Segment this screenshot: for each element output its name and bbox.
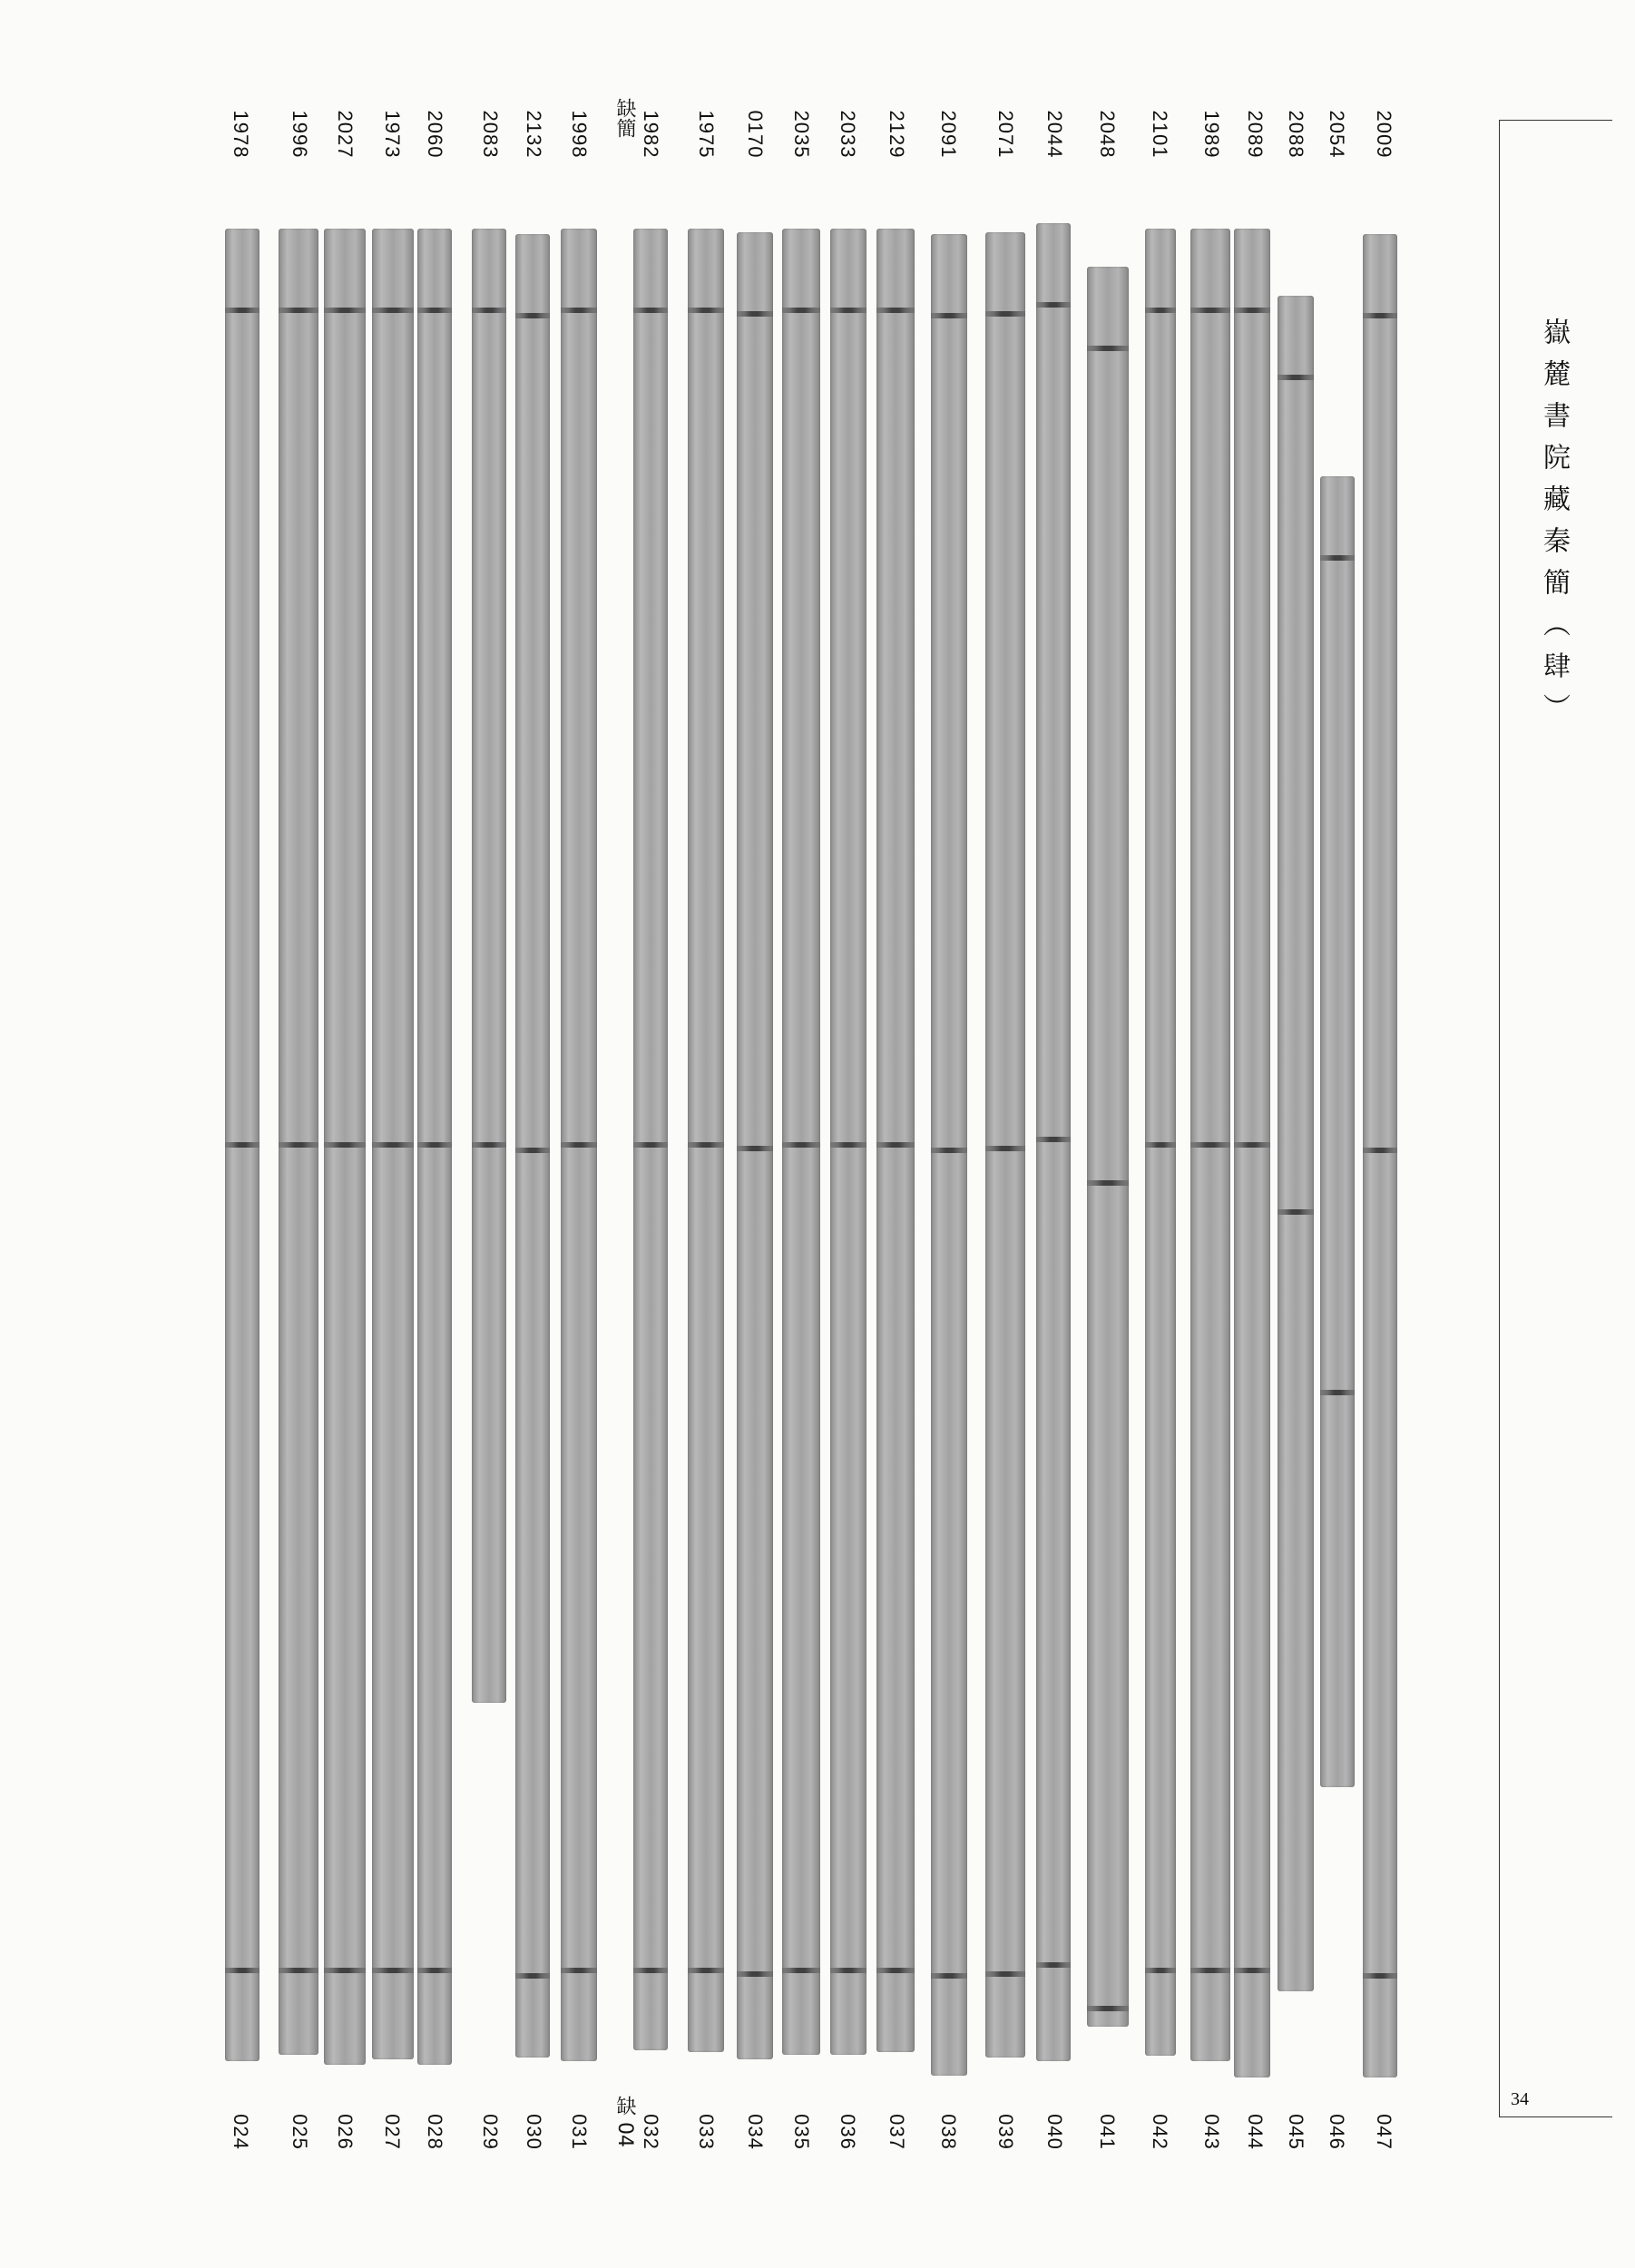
sequence-number: 缺 04 — [613, 2096, 636, 2147]
binding-cord-mark — [1145, 1142, 1176, 1148]
sequence-number: 025 — [289, 2114, 311, 2150]
sequence-number: 028 — [424, 2114, 446, 2150]
sequence-number: 034 — [744, 2114, 767, 2150]
binding-cord-mark — [633, 1142, 668, 1148]
binding-cord-mark — [1036, 302, 1071, 308]
binding-cord-mark — [515, 1973, 550, 1979]
binding-cord-mark — [279, 1142, 318, 1148]
museum-number: 1982 — [640, 110, 662, 159]
binding-cord-mark — [225, 308, 259, 313]
page-number: 34 — [1511, 2089, 1529, 2109]
binding-cord-mark — [876, 1142, 915, 1148]
binding-cord-mark — [1145, 1968, 1176, 1973]
museum-number: 缺簡 — [613, 98, 636, 138]
binding-cord-mark — [1363, 313, 1397, 318]
binding-cord-mark — [1234, 1142, 1270, 1148]
binding-cord-mark — [225, 1142, 259, 1148]
binding-cord-mark — [688, 1968, 724, 1973]
bamboo-slip — [931, 234, 967, 2076]
sequence-number: 033 — [695, 2114, 718, 2150]
binding-cord-mark — [1234, 308, 1270, 313]
museum-number: 2132 — [523, 110, 545, 159]
sequence-number: 032 — [640, 2114, 662, 2150]
sequence-number: 030 — [523, 2114, 545, 2150]
book-title: 嶽麓書院藏秦簡（肆） — [1538, 318, 1570, 735]
binding-cord-mark — [985, 1971, 1025, 1977]
bamboo-slip — [830, 229, 866, 2055]
binding-cord-mark — [830, 1142, 866, 1148]
bamboo-slip — [279, 229, 318, 2055]
bamboo-slip — [633, 229, 668, 2050]
binding-cord-mark — [985, 311, 1025, 317]
binding-cord-mark — [931, 1148, 967, 1153]
bamboo-slip — [1087, 267, 1129, 2027]
museum-number: 2035 — [790, 110, 813, 159]
sequence-number: 027 — [381, 2114, 404, 2150]
binding-cord-mark — [876, 1968, 915, 1973]
binding-cord-mark — [1036, 1137, 1071, 1142]
sequence-number: 041 — [1096, 2114, 1119, 2150]
museum-number: 1989 — [1200, 110, 1223, 159]
binding-cord-mark — [561, 308, 597, 313]
binding-cord-mark — [1190, 308, 1230, 313]
binding-cord-mark — [515, 1148, 550, 1153]
sequence-number: 036 — [837, 2114, 859, 2150]
binding-cord-mark — [279, 308, 318, 313]
bamboo-slip — [225, 229, 259, 2061]
sequence-number: 035 — [790, 2114, 813, 2150]
binding-cord-mark — [324, 1968, 366, 1973]
bamboo-slip — [782, 229, 820, 2055]
binding-cord-mark — [1087, 346, 1129, 351]
binding-cord-mark — [782, 1142, 820, 1148]
museum-number: 2009 — [1373, 110, 1395, 159]
museum-number: 2088 — [1285, 110, 1307, 159]
museum-number: 2027 — [334, 110, 357, 159]
museum-number: 2129 — [886, 110, 908, 159]
binding-cord-mark — [688, 308, 724, 313]
binding-cord-mark — [830, 308, 866, 313]
binding-cord-mark — [515, 313, 550, 318]
bamboo-slip — [985, 232, 1025, 2058]
museum-number: 1975 — [695, 110, 718, 159]
binding-cord-mark — [931, 1973, 967, 1979]
sequence-number: 031 — [568, 2114, 591, 2150]
bamboo-slip — [1190, 229, 1230, 2061]
museum-number: 1996 — [289, 110, 311, 159]
bamboo-slip — [1234, 229, 1270, 2077]
sequence-number: 026 — [334, 2114, 357, 2150]
binding-cord-mark — [372, 1968, 414, 1973]
sequence-number: 024 — [230, 2114, 252, 2150]
sequence-number: 047 — [1373, 2114, 1395, 2150]
museum-number: 2083 — [479, 110, 502, 159]
binding-cord-mark — [324, 1142, 366, 1148]
binding-cord-mark — [1234, 1968, 1270, 1973]
bamboo-slip — [1036, 223, 1071, 2061]
binding-cord-mark — [472, 1142, 506, 1148]
binding-cord-mark — [633, 308, 668, 313]
museum-number: 2033 — [837, 110, 859, 159]
museum-number: 2089 — [1244, 110, 1267, 159]
binding-cord-mark — [1363, 1973, 1397, 1979]
binding-cord-mark — [417, 308, 452, 313]
bamboo-slip — [1363, 234, 1397, 2077]
bamboo-slip — [324, 229, 366, 2065]
binding-cord-mark — [561, 1142, 597, 1148]
museum-number: 1973 — [381, 110, 404, 159]
sequence-number: 039 — [994, 2114, 1017, 2150]
bamboo-slip — [417, 229, 452, 2065]
binding-cord-mark — [225, 1968, 259, 1973]
bamboo-slip — [515, 234, 550, 2058]
binding-cord-mark — [1190, 1968, 1230, 1973]
binding-cord-mark — [1145, 308, 1176, 313]
museum-number: 2101 — [1149, 110, 1171, 159]
bamboo-slip — [472, 229, 506, 1703]
binding-cord-mark — [931, 313, 967, 318]
bamboo-slip — [1145, 229, 1176, 2056]
sequence-number: 040 — [1043, 2114, 1066, 2150]
museum-number: 2091 — [937, 110, 960, 159]
binding-cord-mark — [1190, 1142, 1230, 1148]
binding-cord-mark — [737, 311, 773, 317]
museum-number: 0170 — [744, 110, 767, 159]
sequence-number: 046 — [1326, 2114, 1348, 2150]
museum-number: 2071 — [994, 110, 1017, 159]
bamboo-slip — [876, 229, 915, 2052]
bamboo-slip — [372, 229, 414, 2059]
museum-number: 2060 — [424, 110, 446, 159]
binding-cord-mark — [561, 1968, 597, 1973]
binding-cord-mark — [782, 1968, 820, 1973]
binding-cord-mark — [1278, 375, 1314, 380]
bamboo-slip — [688, 229, 724, 2052]
binding-cord-mark — [1278, 1209, 1314, 1215]
museum-number: 1998 — [568, 110, 591, 159]
sequence-number: 038 — [937, 2114, 960, 2150]
binding-cord-mark — [1320, 555, 1355, 561]
binding-cord-mark — [633, 1968, 668, 1973]
binding-cord-mark — [417, 1142, 452, 1148]
binding-cord-mark — [1087, 2006, 1129, 2011]
binding-cord-mark — [372, 308, 414, 313]
bamboo-slip — [561, 229, 597, 2061]
museum-number: 2044 — [1043, 110, 1066, 159]
binding-cord-mark — [1320, 1390, 1355, 1395]
binding-cord-mark — [472, 308, 506, 313]
binding-cord-mark — [688, 1142, 724, 1148]
binding-cord-mark — [417, 1968, 452, 1973]
binding-cord-mark — [985, 1146, 1025, 1151]
sequence-number: 045 — [1285, 2114, 1307, 2150]
binding-cord-mark — [1363, 1148, 1397, 1153]
binding-cord-mark — [737, 1146, 773, 1151]
museum-number: 2054 — [1326, 110, 1348, 159]
binding-cord-mark — [830, 1968, 866, 1973]
binding-cord-mark — [324, 308, 366, 313]
museum-number: 1978 — [230, 110, 252, 159]
binding-cord-mark — [876, 308, 915, 313]
binding-cord-mark — [279, 1968, 318, 1973]
bamboo-slip — [737, 232, 773, 2059]
binding-cord-mark — [372, 1142, 414, 1148]
sequence-number: 044 — [1244, 2114, 1267, 2150]
sequence-number: 029 — [479, 2114, 502, 2150]
binding-cord-mark — [782, 308, 820, 313]
binding-cord-mark — [737, 1971, 773, 1977]
binding-cord-mark — [1087, 1180, 1129, 1186]
sequence-number: 037 — [886, 2114, 908, 2150]
sequence-number: 042 — [1149, 2114, 1171, 2150]
binding-cord-mark — [1036, 1962, 1071, 1968]
bamboo-slip — [1278, 296, 1314, 1991]
museum-number: 2048 — [1096, 110, 1119, 159]
sequence-number: 043 — [1200, 2114, 1223, 2150]
bamboo-slip — [1320, 476, 1355, 1787]
